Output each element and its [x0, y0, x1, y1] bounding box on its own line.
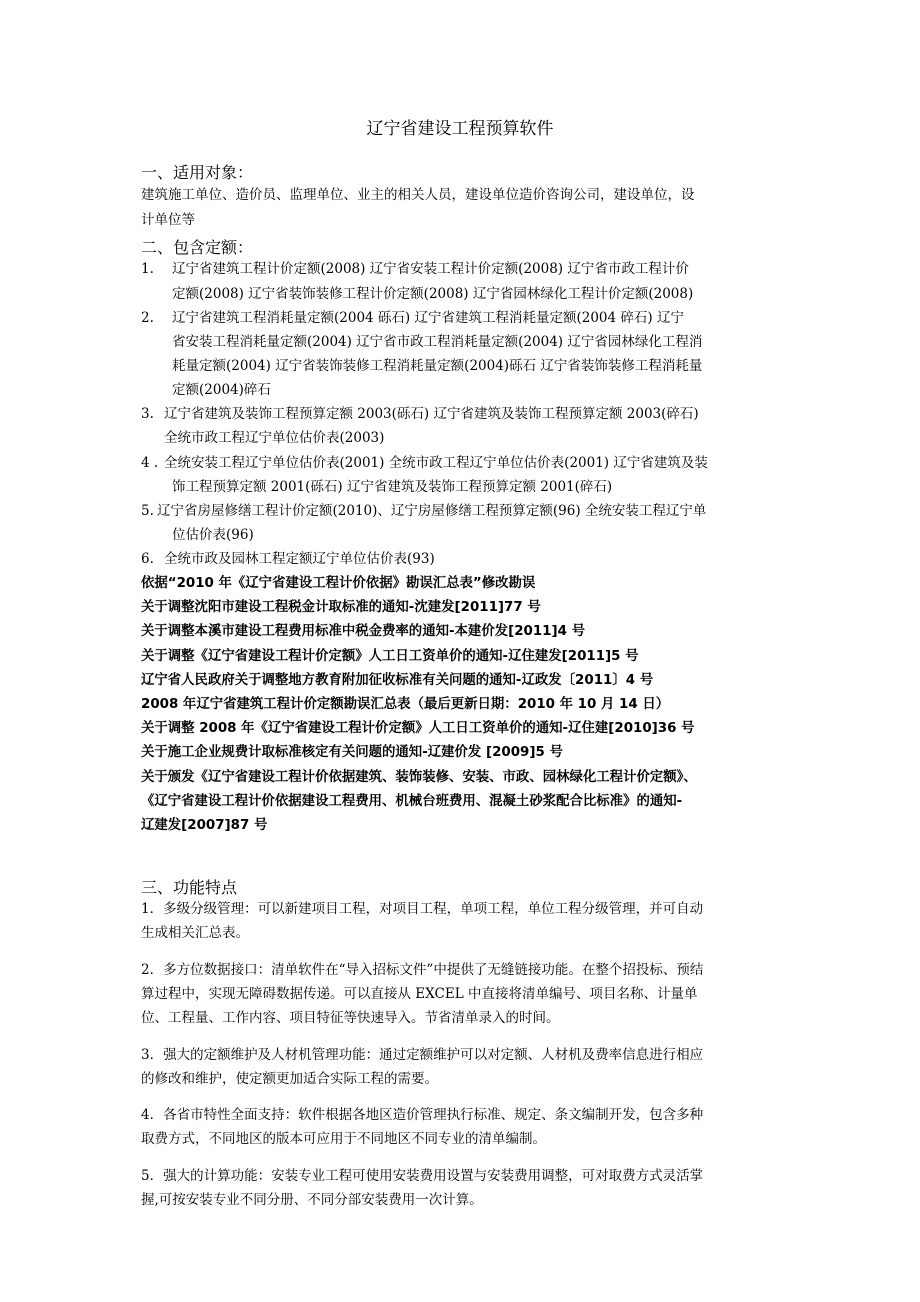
notice-line: 关于颁发《辽宁省建设工程计价依据建筑、装饰装修、安装、市政、园林绿化工程计价定额》、: [141, 770, 697, 785]
section2-heading: 二、包含定额：: [141, 238, 254, 257]
feature-paragraph-line: 2．多方位数据接口：清单软件在“导入招标文件”中提供了无缝链接功能。在整个招投标、预结: [141, 962, 704, 978]
item-number: 5.: [141, 503, 154, 519]
section1-heading: 一、适用对象：: [141, 163, 254, 182]
item-number: 4 .: [141, 455, 159, 471]
notice-line: 关于调整本溪市建设工程费用标准中税金费率的通知-本建价发[2011]4 号: [141, 624, 585, 639]
notice-line: 《辽宁省建设工程计价依据建设工程费用、机械台班费用、混凝土砂浆配合比标准》的通知-: [141, 794, 683, 809]
notice-line: 关于调整《辽宁省建设工程计价定额》人工日工资单价的通知-辽住建发[2011]5 号: [141, 649, 639, 664]
item-number: 2.: [141, 310, 154, 326]
feature-paragraph-line: 握,可按安装专业不同分册、不同分部安装费用一次计算。: [141, 1192, 483, 1208]
notice-line: 关于调整 2008 年《辽宁省建设工程计价定额》人工日工资单价的通知-辽住建[2010]36 号: [141, 721, 695, 736]
item-text-cont: 耗量定额(2004) 辽宁省装饰装修工程消耗量定额(2004)砾石 辽宁省装饰装修工程消耗量: [172, 358, 703, 374]
item-number: 1.: [141, 261, 154, 277]
item-text-cont: 全统市政工程辽宁单位估价表(2003): [164, 430, 385, 446]
section1-line: 建筑施工单位、造价员、监理单位、业主的相关人员，建设单位造价咨询公司，建设单位，设: [141, 187, 695, 203]
item-text: 辽宁省建筑工程消耗量定额(2004 砾石) 辽宁省建筑工程消耗量定额(2004 碎石) 辽宁: [172, 310, 684, 326]
item-text-cont: 定额(2004)碎石: [172, 382, 271, 398]
quota-list-item: [141, 451, 708, 475]
feature-paragraph-line: 算过程中，实现无障碍数据传递。可以直接从 EXCEL 中直接将清单编号、项目名称、计量单: [141, 986, 698, 1002]
notice-line: 辽建发[2007]87 号: [141, 818, 268, 833]
item-text-cont: 饰工程预算定额 2001(砾石) 辽宁省建筑及装饰工程预算定额 2001(碎石): [172, 479, 613, 495]
item-number: 3.: [141, 406, 154, 422]
feature-paragraph-line: 取费方式，不同地区的版本可应用于不同地区不同专业的清单编制。: [141, 1131, 546, 1147]
notice-line: 2008 年辽宁省建筑工程计价定额勘误汇总表（最后更新日期：2010 年 10 月 14 日）: [141, 697, 670, 712]
feature-paragraph-line: 5．强大的计算功能：安装专业工程可使用安装费用设置与安装费用调整，可对取费方式灵活掌: [141, 1168, 704, 1184]
item-text-cont: 省安装工程消耗量定额(2004) 辽宁省市政工程消耗量定额(2004) 辽宁省园林绿化工程消: [172, 334, 703, 350]
quota-list-item: [141, 402, 699, 426]
item-text: 辽宁省建筑及装饰工程预算定额 2003(砾石) 辽宁省建筑及装饰工程预算定额 2003(碎石): [164, 406, 699, 422]
feature-paragraph-line: 1．多级分级管理：可以新建项目工程，对项目工程，单项工程，单位工程分级管理，并可自动: [141, 901, 704, 917]
feature-paragraph-line: 4．各省市特性全面支持：软件根据各地区造价管理执行标准、规定、条文编制开发，包含多种: [141, 1107, 704, 1123]
feature-paragraph-line: 的修改和维护，使定额更加适合实际工程的需要。: [141, 1071, 438, 1087]
quota-list-item: [141, 306, 684, 330]
item-text: 全统安装工程辽宁单位估价表(2001) 全统市政工程辽宁单位估价表(2001) 辽宁省建筑及装: [164, 455, 708, 471]
notice-line: 关于调整沈阳市建设工程税金计取标准的通知-沈建发[2011]77 号: [141, 600, 541, 615]
document-title: 辽宁省建设工程预算软件: [366, 119, 554, 139]
item-text-cont: 定额(2008) 辽宁省装饰装修工程计价定额(2008) 辽宁省园林绿化工程计价定额(2008): [172, 286, 694, 302]
item-text: 全统市政及园林工程定额辽宁单位估价表(93): [164, 551, 435, 567]
item-number: 6.: [141, 551, 154, 567]
section1-line: 计单位等: [141, 212, 195, 228]
feature-paragraph-line: 3．强大的定额维护及人材机管理功能：通过定额维护可以对定额、人材机及费率信息进行相应: [141, 1047, 704, 1063]
item-text-cont: 位估价表(96): [172, 527, 254, 543]
notice-line: 依据“2010 年《辽宁省建设工程计价依据》勘误汇总表”修改勘误: [141, 576, 536, 591]
feature-paragraph-line: 位、工程量、工作内容、项目特征等快速导入。节省清单录入的时间。: [141, 1010, 560, 1026]
feature-paragraph-line: 生成相关汇总表。: [141, 925, 249, 941]
notice-line: 辽宁省人民政府关于调整地方教育附加征收标准有关问题的通知-辽政发〔2011〕4 号: [141, 673, 654, 688]
item-text: 辽宁省建筑工程计价定额(2008) 辽宁省安装工程计价定额(2008) 辽宁省市政工程计价: [172, 261, 689, 277]
section3-heading: 三、功能特点: [141, 878, 238, 897]
notice-line: 关于施工企业规费计取标准核定有关问题的通知-辽建价发 [2009]5 号: [141, 745, 563, 760]
quota-list-item: [141, 547, 435, 571]
quota-list-item: [141, 499, 706, 523]
quota-list-item: [141, 257, 689, 281]
item-text: 辽宁省房屋修缮工程计价定额(2010)、辽宁房屋修缮工程预算定额(96) 全统安装工程辽宁单: [157, 503, 707, 519]
